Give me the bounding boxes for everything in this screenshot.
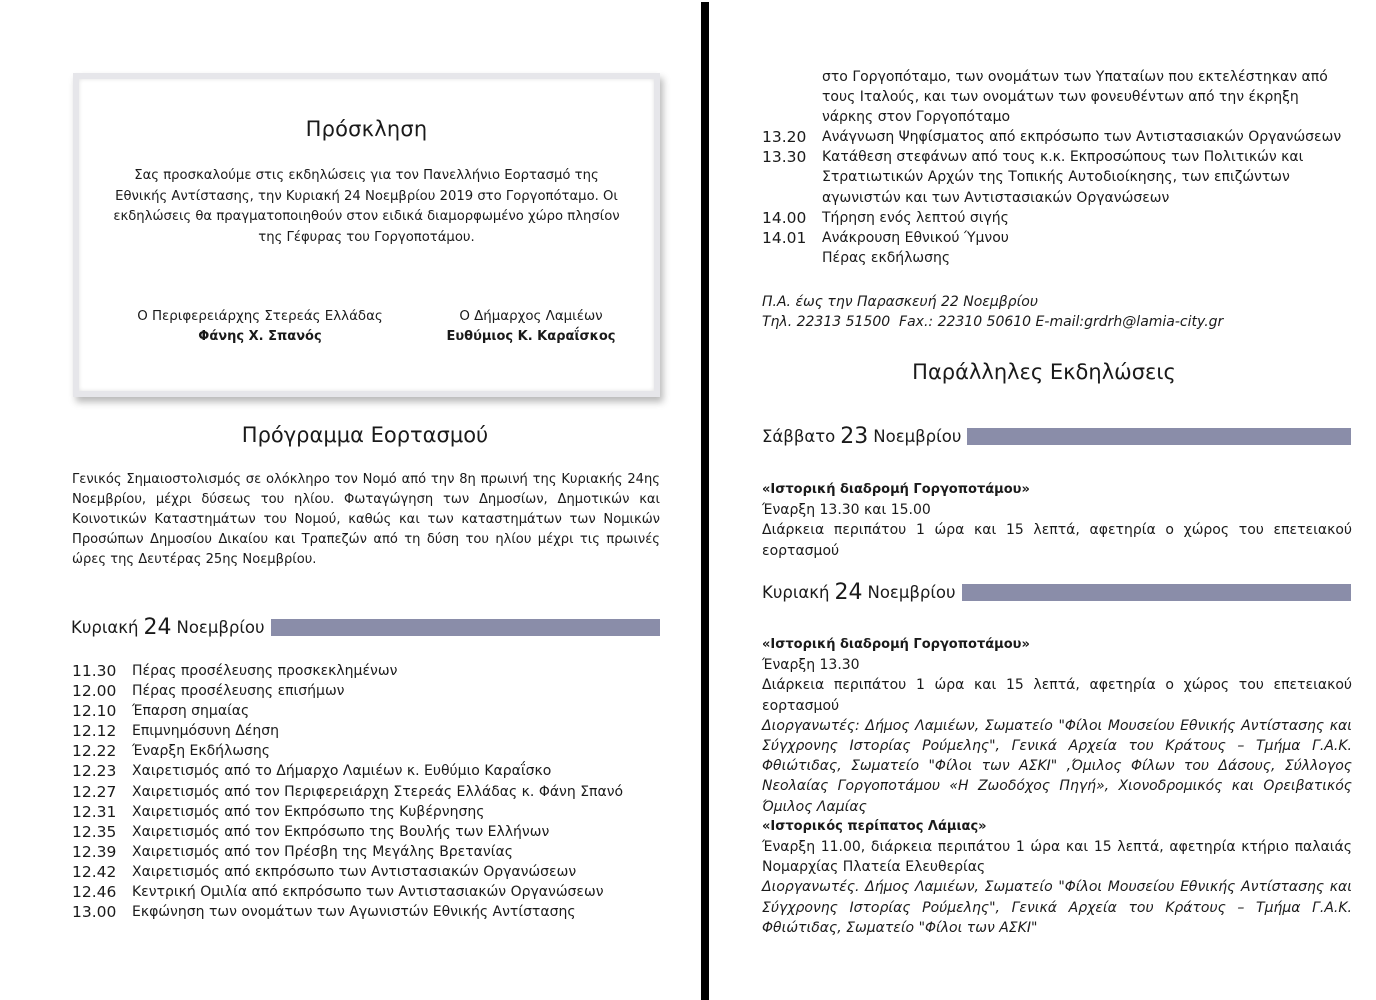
schedule-time: 12.39 [72,842,117,861]
day-number: 24 [143,615,172,640]
schedule-time: 13.20 [762,128,807,147]
schedule-description: στο Γοργοπόταμο, των ονομάτων των Υπαταίων που εκτελέστηκαν από τους Ιταλούς, και των ονομάτων των φονευθέντων από την έκρηξη νάρκης στον Γοργοπόταμο [822,69,1328,126]
schedule-time: 12.12 [72,722,117,741]
signatory-name: Ευθύμιος Κ. Καραΐσκος [446,329,616,344]
contact-info [762,292,1223,332]
schedule-description: Επιμνημόσυνη Δέηση [132,723,279,740]
day-number: 23 [840,424,869,449]
accent-bar [271,619,660,636]
schedule-item [762,228,1354,248]
schedule-description: Πέρας προσέλευσης επισήμων [132,683,345,700]
schedule-list-continued [762,67,1354,268]
schedule-time: 11.30 [72,662,117,680]
schedule-item [72,882,662,902]
schedule-description: Έπαρση σημαίας [132,703,250,720]
day-month: Νοεμβρίου [873,427,962,446]
day-heading-saturday [762,424,1351,449]
event-details: Διάρκεια περιπάτου 1 ώρα και 15 λεπτά, αφετηρία ο χώρος του επετειακού εορτασμού [762,677,1352,714]
event-details: Έναρξη 11.00, διάρκεια περιπάτου 1 ώρα και 15 λεπτά, αφετηρία κτήριο παλαιάς Νομαρχίας Πλατεία Ελευθερίας [762,839,1352,876]
contact-line: Τηλ. 22313 51500 Fax.: 22310 50610 E-mail:grdrh@lamia-city.gr [762,314,1224,330]
schedule-time: 13.00 [72,903,117,922]
schedule-description: Κατάθεση στεφάνων από τους κ.κ. Εκπροσώπους των Πολιτικών και Στρατιωτικών Αρχών της Τοπικής Αυτοδιοίκησης, των επιζώντων αγωνιστών και των Αντιστασιακών Οργανώσεων [822,149,1304,206]
schedule-list [72,661,662,922]
schedule-description: Χαιρετισμός από τον Περιφερειάρχη Στερεάς Ελλάδας κ. Φάνη Σπανό [132,783,624,800]
schedule-item [72,782,662,802]
event-details: Διάρκεια περιπάτου 1 ώρα και 15 λεπτά, αφετηρία ο χώρος του επετειακού εορτασμού [762,522,1352,559]
invitation-box [73,73,660,397]
schedule-time: 12.10 [72,702,117,721]
schedule-item [72,721,662,741]
schedule-description: Χαιρετισμός από εκπρόσωπο των Αντιστασιακών Οργανώσεων [132,863,577,880]
event-title: «Ιστορική διαδρομή Γοργοποτάμου» [762,482,1030,497]
schedule-description: Έναρξη Εκδήλωσης [132,743,271,760]
accent-bar [962,584,1351,601]
events-sunday [762,635,1352,938]
schedule-time: 12.22 [72,742,117,761]
schedule-description: Χαιρετισμός από τον Πρέσβη της Μεγάλης Βρετανίας [132,843,513,860]
schedule-item [762,248,1354,268]
signatory-role: Ο Περιφερειάρχης Στερεάς Ελλάδας [137,309,383,324]
schedule-description: Κεντρική Ομιλία από εκπρόσωπο των Αντιστασιακών Οργανώσεων [132,884,604,901]
schedule-item [72,862,662,882]
signatory-name: Φάνης Χ. Σπανός [198,329,322,344]
event-organizers: Διοργανωτές: Δήμος Λαμιέων, Σωματείο "Φίλοι Μουσείου Εθνικής Αντίστασης και Σύγχρονης Ιστορίας Ρούμελης", Γενικά Αρχεία του Κράτους – Τμήμα Γ.Α.Κ. Φθιώτιδας, Σωματείο "Φίλοι των ΑΣΚΙ" ,Όμιλος Φίλων του Δάσους, Σύλλογος Νεολαίας Γοργοποτάμου «Η Ζωοδόχος Πηγή», Χιονοδρομικός και Ορειβατικός Όμιλος Λαμίας [762,717,1352,815]
signature-mayor [431,307,631,347]
schedule-item [762,127,1354,147]
schedule-item [72,761,662,781]
schedule-item [762,147,1354,207]
signature-regional-governor [125,307,395,347]
schedule-time: 12.00 [72,682,117,701]
schedule-description: Εκφώνηση των ονομάτων των Αγωνιστών Εθνικής Αντίστασης [132,904,576,921]
invitation-title: Πρόσκληση [305,117,428,141]
schedule-time: 14.01 [762,228,807,247]
event-start: Έναρξη 13.30 [762,657,860,674]
day-month: Νοεμβρίου [176,618,265,637]
schedule-time: 12.31 [72,802,117,821]
schedule-description: Ανάκρουση Εθνικού Ύμνου [822,229,1009,246]
schedule-time: 12.42 [72,862,117,881]
schedule-item [762,67,1354,127]
day-heading-sunday [71,615,660,640]
day-month: Νοεμβρίου [867,583,956,602]
schedule-item [72,681,662,701]
page-divider [701,2,709,1000]
schedule-time: 12.46 [72,883,117,902]
day-number: 24 [834,580,863,605]
schedule-item [762,208,1354,228]
event-saturday-historic-route [762,480,1352,561]
invitation-text: Σας προσκαλούμε στις εκδηλώσεις για τον Πανελλήνιο Εορτασμό της Εθνικής Αντίστασης, την Κυριακή 24 Νοεμβρίου 2019 στο Γοργοπόταμο. Οι εκδηλώσεις θα πραγματοποιηθούν στον ειδικά διαμορφωμένο χώρο πλησίον της Γέφυρας του Γοργοποτάμου. [113,168,620,245]
accent-bar [967,428,1351,445]
signatory-role: Ο Δήμαρχος Λαμιέων [459,309,603,324]
day-name: Κυριακή [71,618,139,637]
schedule-description: Χαιρετισμός από τον Εκπρόσωπο της Κυβέρνησης [132,803,485,820]
schedule-description: Πέρας εκδήλωσης [822,249,951,266]
day-heading-sunday-parallel [762,580,1351,605]
schedule-time: 12.27 [72,782,117,801]
schedule-time: 12.35 [72,822,117,841]
event-title: «Ιστορική διαδρομή Γοργοποτάμου» [762,637,1030,652]
schedule-item [72,822,662,842]
event-organizers: Διοργανωτές. Δήμος Λαμιέων, Σωματείο "Φίλοι Μουσείου Εθνικής Αντίστασης και Σύγχρονης Ιστορίας Ρούμελης", Γενικά Αρχεία του Κράτους – Τμήμα Γ.Α.Κ. Φθιώτιδας, Σωματείο "Φίλοι των ΑΣΚΙ" [762,879,1352,936]
schedule-item [72,902,662,922]
schedule-item [72,701,662,721]
event-title: «Ιστορικός περίπατος Λάμιας» [762,818,987,834]
schedule-description: Χαιρετισμός από τον Εκπρόσωπο της Βουλής των Ελλήνων [132,823,550,840]
program-intro: Γενικός Σημαιοστολισμός σε ολόκληρο τον Νομό από την 8η πρωινή της Κυριακής 24ης Νοεμβρίου, μέχρι δύσεως του ηλίου. Φωταγώγηση των Δημοσίων, Δημοτικών και Κοινοτικών Καταστημάτων του Νομού, καθώς και των καταστημάτων των Νομικών Προσώπων Δημοσίου Δικαίου και Τραπεζών από τη δύση του ηλίου μέχρι τις πρωινές ώρες της Δευτέρας 25ης Νοεμβρίου. [72,472,660,567]
schedule-description: Χαιρετισμός από το Δήμαρχο Λαμιέων κ. Ευθύμιο Καραΐσκο [132,763,552,780]
day-name: Σάββατο [762,427,836,446]
schedule-item [72,802,662,822]
schedule-time [762,248,822,268]
schedule-time: 13.30 [762,148,807,167]
schedule-description: Πέρας προσέλευσης προσκεκλημένων [132,663,398,679]
schedule-time: 12.23 [72,762,117,781]
rsvp-text: Π.Α. έως την Παρασκευή 22 Νοεμβρίου [762,294,1038,310]
schedule-item [72,842,662,862]
schedule-description: Τήρηση ενός λεπτού σιγής [822,209,1009,226]
program-title: Πρόγραμμα Εορτασμού [241,423,489,447]
parallel-events-title: Παράλληλες Εκδηλώσεις [912,360,1176,384]
schedule-description: Ανάγνωση Ψηφίσματος από εκπρόσωπο των Αντιστασιακών Οργανώσεων [822,129,1342,146]
schedule-item [72,661,662,681]
schedule-time [762,67,822,127]
right-page [712,0,1376,1000]
schedule-item [72,741,662,761]
schedule-time: 14.00 [762,208,807,227]
event-start: Έναρξη 13.30 και 15.00 [762,502,931,519]
day-name: Κυριακή [762,583,830,602]
